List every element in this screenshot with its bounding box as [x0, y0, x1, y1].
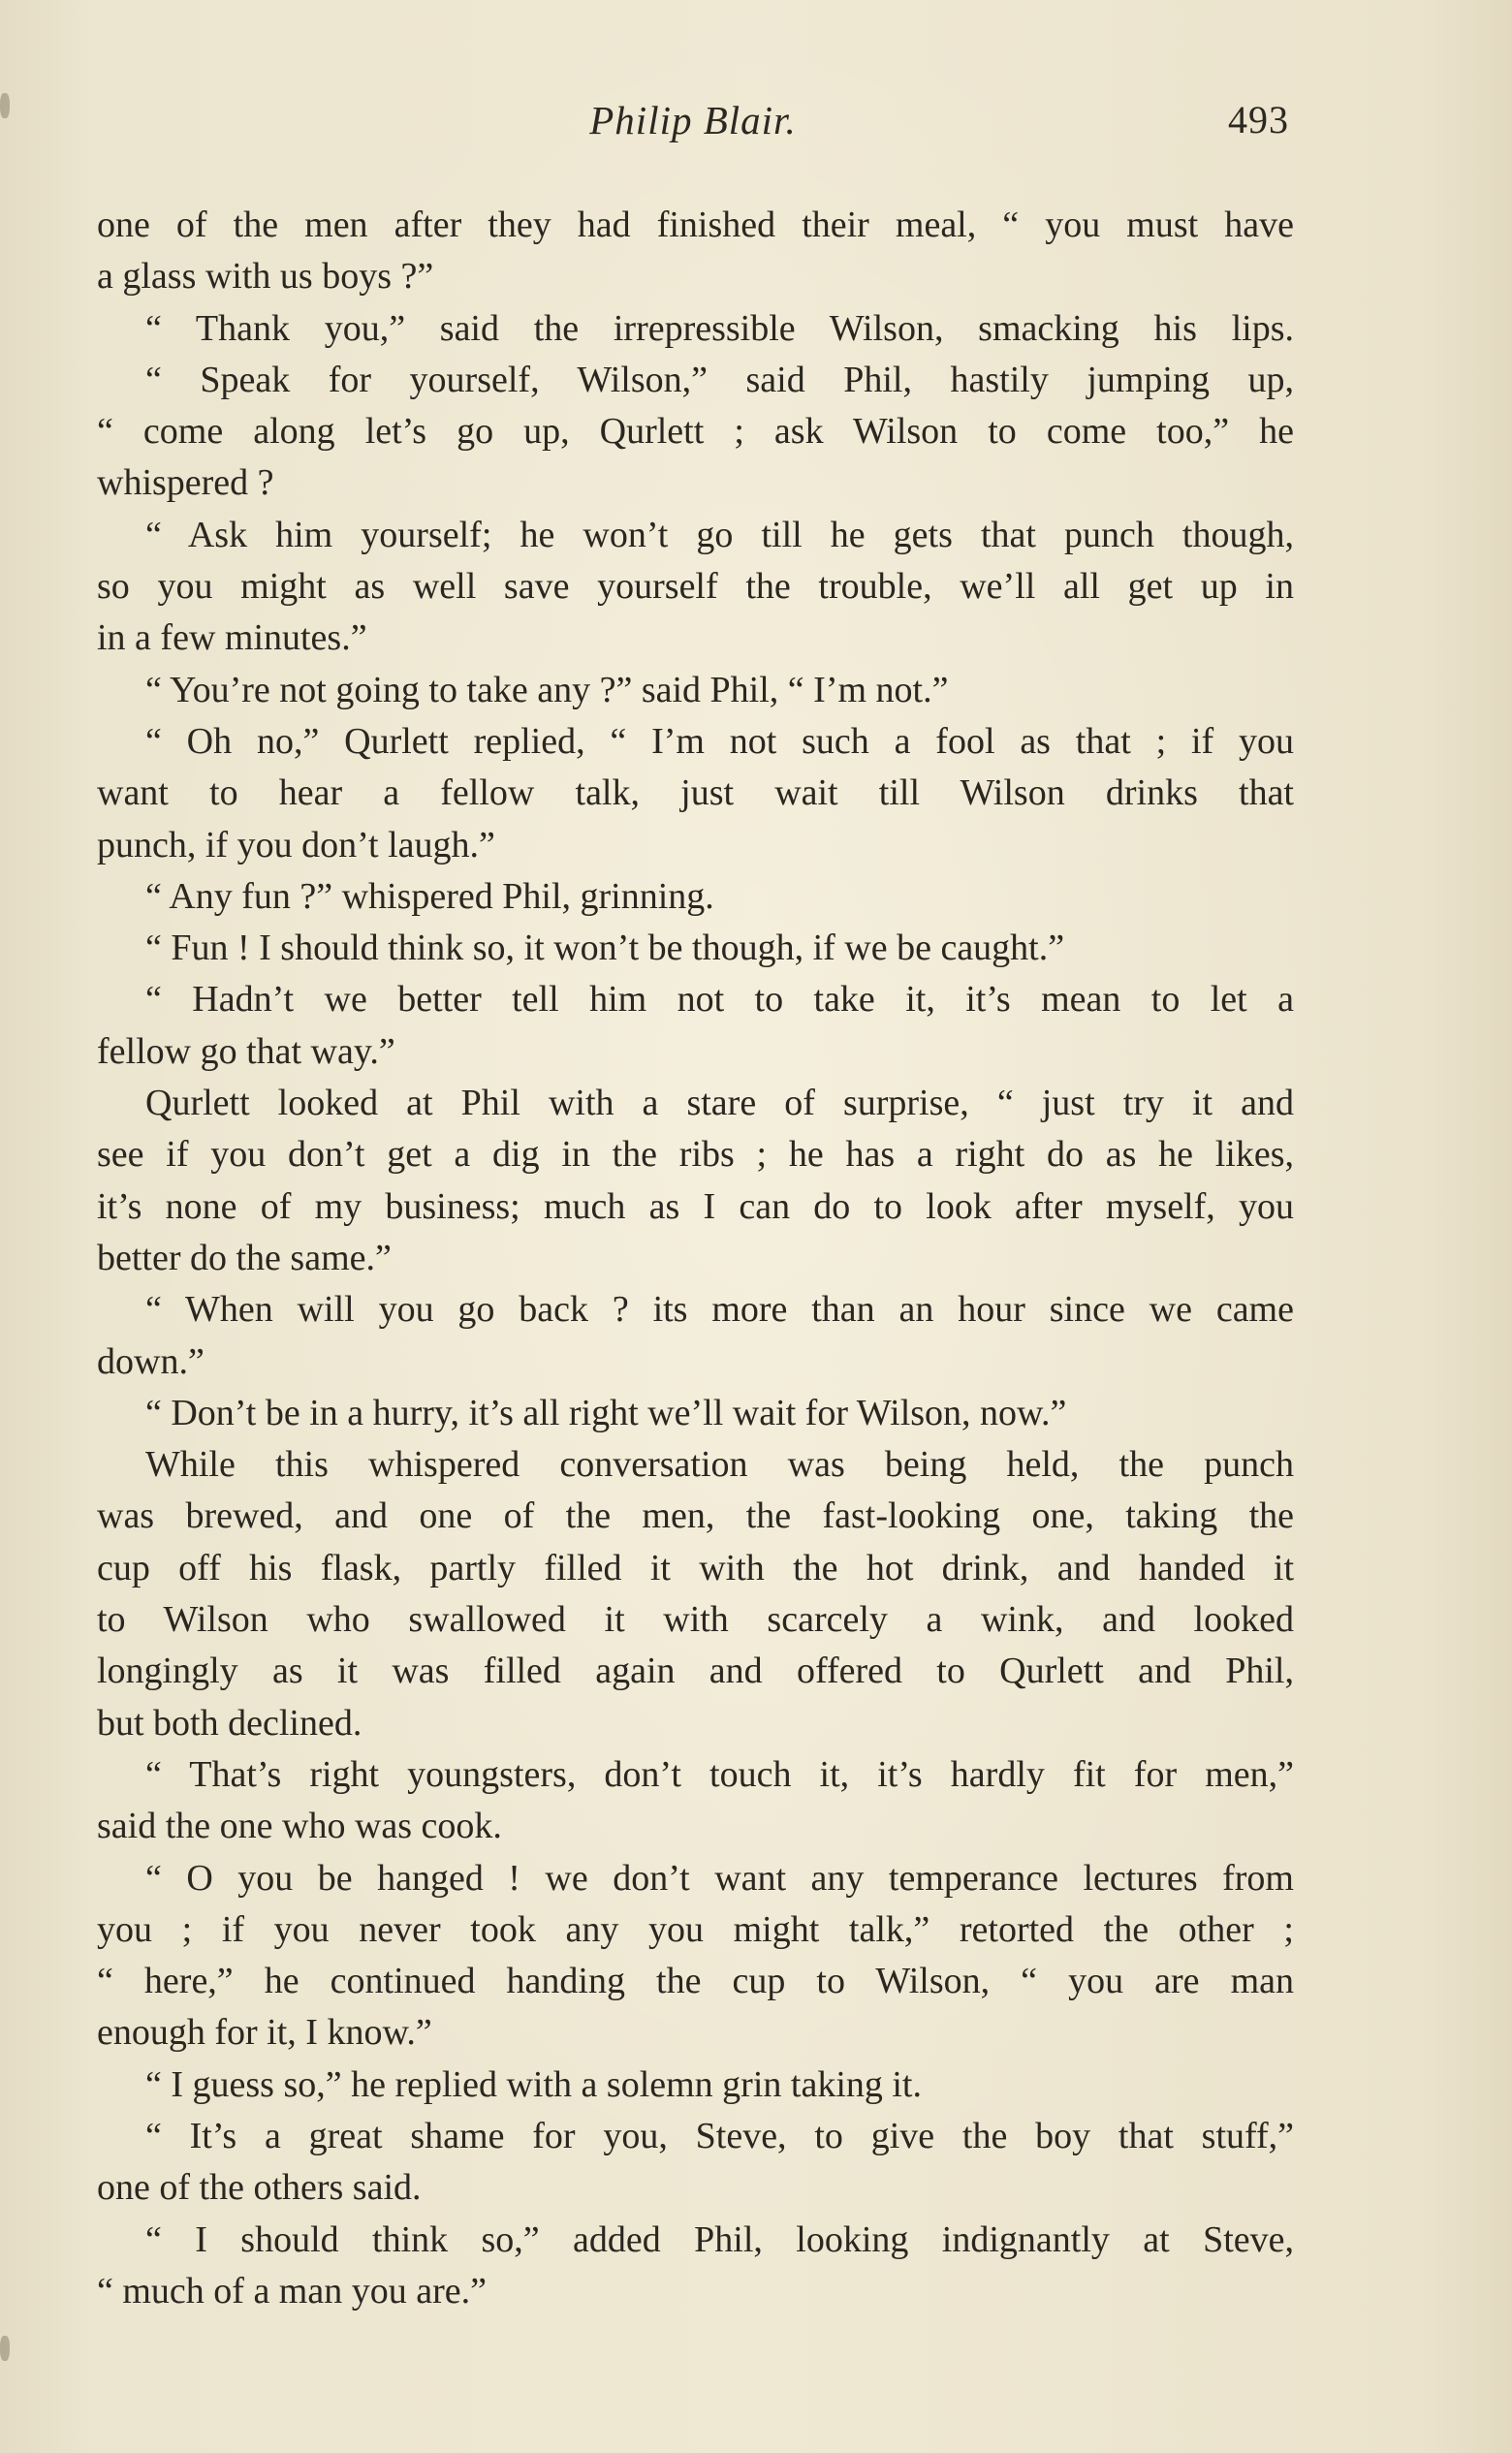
page-edge-mark	[0, 93, 10, 118]
text-line: “ I guess so,” he replied with a solemn grin taking it.	[145, 2063, 922, 2105]
text-line: fellow go that way.”	[97, 1030, 395, 1072]
text-line: was brewed, and one of the men, the fast-looking one, taking the	[97, 1495, 1294, 1537]
text-line: want to hear a fellow talk, just wait till Wilson drinks that	[97, 772, 1294, 814]
text-line: one of the men after they had finished their meal, “ you must have	[97, 204, 1294, 245]
text-line: “ Ask him yourself; he won’t go till he gets that punch though,	[145, 514, 1294, 555]
text-line: “ Don’t be in a hurry, it’s all right we’ll wait for Wilson, now.”	[145, 1392, 1067, 1433]
text-line: “ Fun ! I should think so, it won’t be though, if we be caught.”	[145, 928, 1065, 969]
text-line: “ here,” he continued handing the cup to Wilson, “ you are man	[97, 1961, 1294, 2002]
text-line: but both declined.	[97, 1702, 362, 1744]
text-line: it’s none of my business; much as I can do to look after myself, you	[97, 1185, 1294, 1227]
text-line: in a few minutes.”	[97, 617, 367, 659]
text-line: cup off his flask, partly filled it with the hot drink, and handed it	[97, 1547, 1294, 1588]
text-line: one of the others said.	[97, 2167, 422, 2209]
page-number: 493	[1228, 98, 1289, 142]
text-line: longingly as it was filled again and offered to Qurlett and Phil,	[97, 1651, 1294, 1692]
text-line: “ Any fun ?” whispered Phil, grinning.	[145, 875, 714, 917]
running-title: Philip Blair.	[589, 98, 797, 142]
text-line: a glass with us boys ?”	[97, 256, 434, 298]
text-line: “ I should think so,” added Phil, looking indignantly at Steve,	[145, 2218, 1294, 2260]
text-line: While this whispered conversation was being held, the punch	[145, 1444, 1294, 1486]
text-line: “ O you be hanged ! we don’t want any temperance lectures from	[145, 1857, 1294, 1899]
text-line: “ It’s a great shame for you, Steve, to give the boy that stuff,”	[145, 2115, 1294, 2156]
text-line: punch, if you don’t laugh.”	[97, 824, 495, 865]
text-line: said the one who was cook.	[97, 1806, 502, 1847]
text-line: “ You’re not going to take any ?” said Phil, “ I’m not.”	[145, 669, 949, 710]
text-line: to Wilson who swallowed it with scarcely a wink, and looked	[97, 1599, 1294, 1641]
text-line: “ Speak for yourself, Wilson,” said Phil, hastily jumping up,	[145, 359, 1294, 400]
text-line: “ Thank you,” said the irrepressible Wilson, smacking his lips.	[145, 307, 1294, 349]
text-line: “ Hadn’t we better tell him not to take it, it’s mean to let a	[145, 979, 1294, 1021]
text-line: whispered ?	[97, 462, 274, 504]
text-line: “ much of a man you are.”	[97, 2270, 487, 2311]
text-line: you ; if you never took any you might talk,” retorted the other ;	[97, 1908, 1294, 1950]
text-line: enough for it, I know.”	[97, 2012, 432, 2054]
text-line: so you might as well save yourself the trouble, we’ll all get up in	[97, 566, 1294, 608]
page-header	[97, 97, 1289, 155]
page-edge-mark	[0, 2336, 10, 2361]
text-line: “ Oh no,” Qurlett replied, “ I’m not such a fool as that ; if you	[145, 720, 1294, 762]
text-line: “ That’s right youngsters, don’t touch it, it’s hardly fit for men,”	[145, 1753, 1294, 1795]
body-text	[97, 200, 1294, 2317]
text-line: Qurlett looked at Phil with a stare of surprise, “ just try it and	[145, 1083, 1294, 1124]
text-line: down.”	[97, 1340, 205, 1382]
text-line: see if you don’t get a dig in the ribs ; he has a right do as he likes,	[97, 1134, 1294, 1176]
text-line: better do the same.”	[97, 1237, 392, 1278]
text-line: “ When will you go back ? its more than an hour since we came	[145, 1289, 1294, 1331]
text-line: “ come along let’s go up, Qurlett ; ask Wilson to come too,” he	[97, 411, 1294, 453]
